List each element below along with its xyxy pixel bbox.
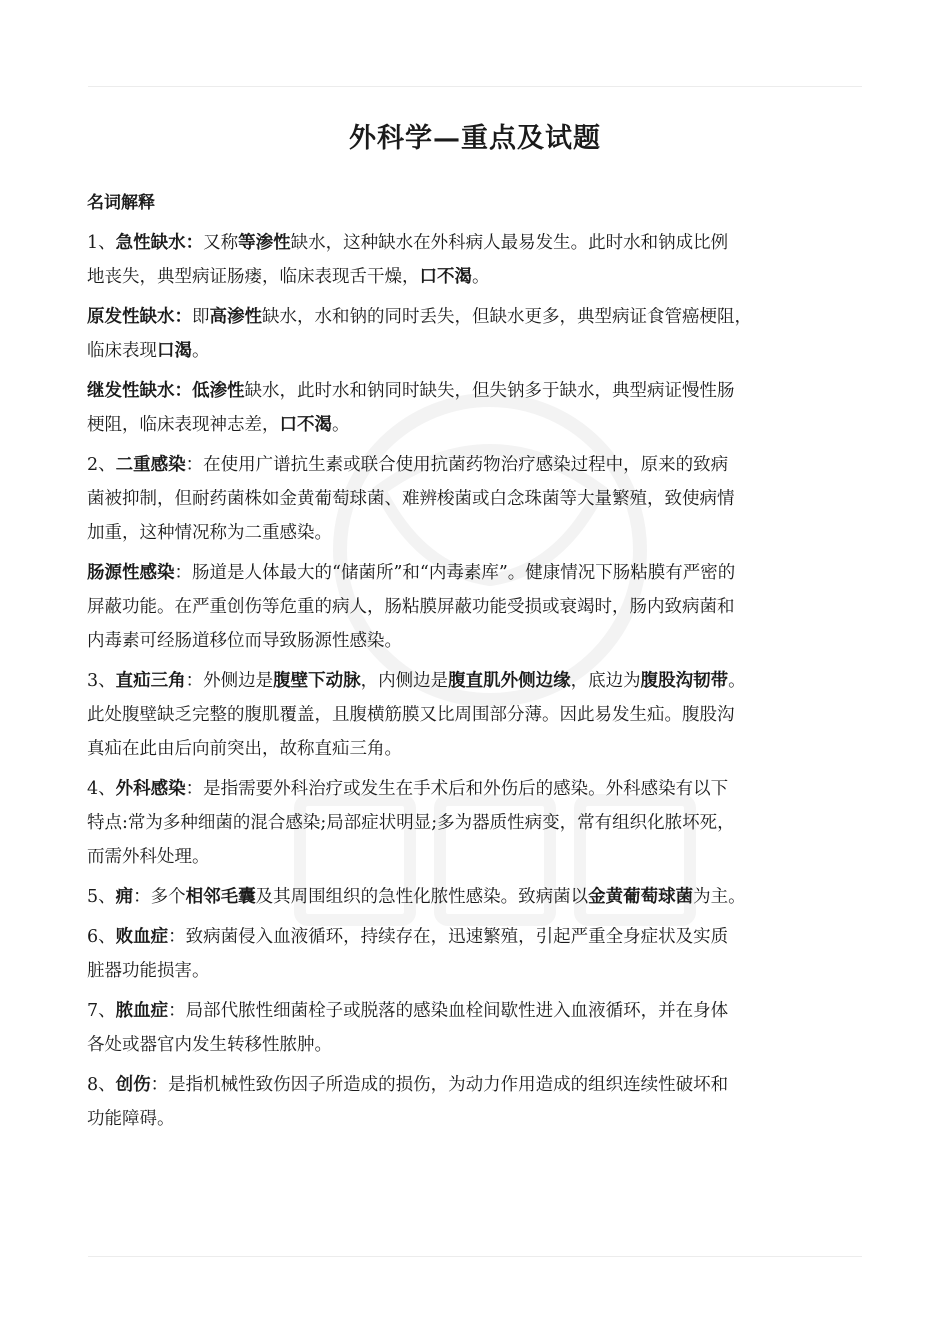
text-line [87, 732, 877, 766]
text-line [87, 954, 877, 988]
text-segment: 此处腹壁缺乏完整的腹肌覆盖，且腹横筋膜又比周围部分薄。因此易发生疝。腹股沟 [87, 705, 735, 725]
definition-entry [87, 374, 877, 442]
text-segment: 2、 [87, 455, 116, 475]
text-segment: ：在使用广谱抗生素或联合使用抗菌药物治疗感染过程中，原来的致病 [185, 455, 729, 475]
text-segment: ：局部代脓性细菌栓子或脱落的感染血栓间歇性进入血液循环，并在身体 [168, 1001, 729, 1021]
text-segment: 屏蔽功能。在严重创伤等危重的病人，肠粘膜屏蔽功能受损或衰竭时，肠内致病菌和 [87, 597, 735, 617]
text-segment: ：是指机械性致伤因子所造成的损伤，为动力作用造成的组织连续性破坏和 [150, 1075, 729, 1095]
bold-term: 低渗性 [192, 381, 245, 401]
definition-entry [87, 994, 877, 1062]
text-line [87, 994, 877, 1028]
bold-term: 肠源性感染 [87, 563, 175, 583]
bold-term: 直疝三角 [115, 671, 186, 691]
definition-entry [87, 226, 877, 294]
text-segment: 即 [192, 307, 210, 327]
bottom-divider [88, 1256, 862, 1257]
definition-entry [87, 880, 877, 914]
text-line [87, 408, 877, 442]
bold-term: 口渴 [157, 341, 192, 361]
text-line [87, 556, 877, 590]
text-line [87, 920, 877, 954]
text-line [87, 260, 877, 294]
text-line [87, 806, 877, 840]
text-segment: 3、 [87, 671, 116, 691]
text-segment: 。 [472, 267, 490, 287]
text-segment: 临床表现 [87, 341, 157, 361]
text-segment: 功能障碍。 [87, 1109, 175, 1129]
text-segment: 。 [332, 415, 350, 435]
text-segment: 。 [728, 671, 746, 691]
definition-list [87, 226, 877, 1136]
bold-term: 二重感染 [115, 455, 186, 475]
bold-term: 外科感染 [115, 779, 186, 799]
bold-term: 败血症 [115, 927, 169, 947]
text-segment: 菌被抑制，但耐药菌株如金黄葡萄球菌、难辨梭菌或白念珠菌等大量繁殖，致使病情 [87, 489, 735, 509]
text-line [87, 482, 877, 516]
bold-term: 高渗性 [209, 307, 262, 327]
text-segment: ：肠道是人体最大的“储菌所”和“内毒素库”。健康情况下肠粘膜有严密的 [174, 563, 736, 583]
text-segment: 为主。 [693, 887, 746, 907]
text-segment: 脏器功能损害。 [87, 961, 210, 981]
text-line [87, 664, 877, 698]
text-line [87, 880, 877, 914]
definition-entry [87, 664, 877, 766]
definition-entry [87, 300, 877, 368]
bold-term: 金黄葡萄球菌 [588, 887, 694, 907]
text-line [87, 374, 877, 408]
text-segment: 梗阻，临床表现神志差， [87, 415, 280, 435]
text-segment: ，底边为 [570, 671, 641, 691]
text-segment: 6、 [87, 927, 116, 947]
text-line [87, 1102, 877, 1136]
bold-term: 原发性缺水： [87, 307, 192, 327]
text-line [87, 590, 877, 624]
text-line [87, 1068, 877, 1102]
text-line [87, 448, 877, 482]
bold-term: 腹股沟韧带 [640, 671, 729, 691]
bold-term: 口不渴 [419, 267, 472, 287]
bold-term: 腹壁下动脉 [273, 671, 361, 691]
text-segment: ：是指需要外科治疗或发生在手术后和外伤后的感染。外科感染有以下 [185, 779, 729, 799]
bold-term: 等渗性 [238, 233, 291, 253]
text-line [87, 334, 877, 368]
text-segment: 缺水，水和钠的同时丢失，但缺水更多，典型病证食管癌梗阻， [262, 307, 752, 327]
text-segment: 4、 [87, 779, 116, 799]
bold-term: 继发性缺水： [87, 381, 192, 401]
text-segment: 缺水，这种缺水在外科病人最易发生。此时水和钠成比例 [290, 233, 729, 253]
definition-entry [87, 920, 877, 988]
text-segment: ，内侧边是 [360, 671, 449, 691]
text-segment: 5、 [87, 887, 116, 907]
top-divider [88, 86, 862, 87]
bold-term: 痈 [115, 887, 134, 907]
text-segment: 缺水，此时水和钠同时缺失，但失钠多于缺水，典型病证慢性肠 [244, 381, 735, 401]
text-segment: 。 [192, 341, 210, 361]
text-segment: ：致病菌侵入血液循环，持续存在，迅速繁殖，引起严重全身症状及实质 [168, 927, 729, 947]
text-line [87, 300, 877, 334]
bold-term: 脓血症 [115, 1001, 169, 1021]
text-segment: 7、 [87, 1001, 116, 1021]
bold-term: 口不渴 [279, 415, 332, 435]
text-segment: 8、 [87, 1075, 116, 1095]
text-segment: ：多个 [133, 887, 186, 907]
text-segment: 又称 [203, 233, 239, 253]
text-segment: 加重，这种情况称为二重感染。 [87, 523, 332, 543]
text-line [87, 1028, 877, 1062]
definition-entry [87, 556, 877, 658]
text-segment: 及其周围组织的急性化脓性感染。致病菌以 [255, 887, 589, 907]
text-segment: 真疝在此由后向前突出，故称直疝三角。 [87, 739, 402, 759]
text-line [87, 772, 877, 806]
definition-entry [87, 448, 877, 550]
bold-term: 腹直肌外侧边缘 [448, 671, 571, 691]
document-title: 外科学—重点及试题 [349, 123, 601, 154]
text-line [87, 698, 877, 732]
text-segment: 各处或器官内发生转移性脓肿。 [87, 1035, 332, 1055]
text-segment: ：外侧边是 [185, 671, 274, 691]
bold-term: 急性缺水： [115, 233, 204, 253]
document-body [87, 186, 877, 1136]
section-heading: 名词解释 [87, 193, 155, 213]
text-segment: 内毒素可经肠道移位而导致肠源性感染。 [87, 631, 402, 651]
bold-term: 相邻毛囊 [185, 887, 256, 907]
text-segment: 而需外科处理。 [87, 847, 210, 867]
bold-term: 创伤 [115, 1075, 151, 1095]
text-line [87, 226, 877, 260]
text-segment: 特点:常为多种细菌的混合感染;局部症状明显;多为器质性病变，常有组织化脓坏死， [87, 813, 735, 833]
text-line [87, 516, 877, 550]
text-segment: 1、 [87, 233, 116, 253]
text-line [87, 624, 877, 658]
definition-entry [87, 772, 877, 874]
text-segment: 地丧失，典型病证肠瘘，临床表现舌干燥， [87, 267, 420, 287]
definition-entry [87, 1068, 877, 1136]
text-line [87, 840, 877, 874]
